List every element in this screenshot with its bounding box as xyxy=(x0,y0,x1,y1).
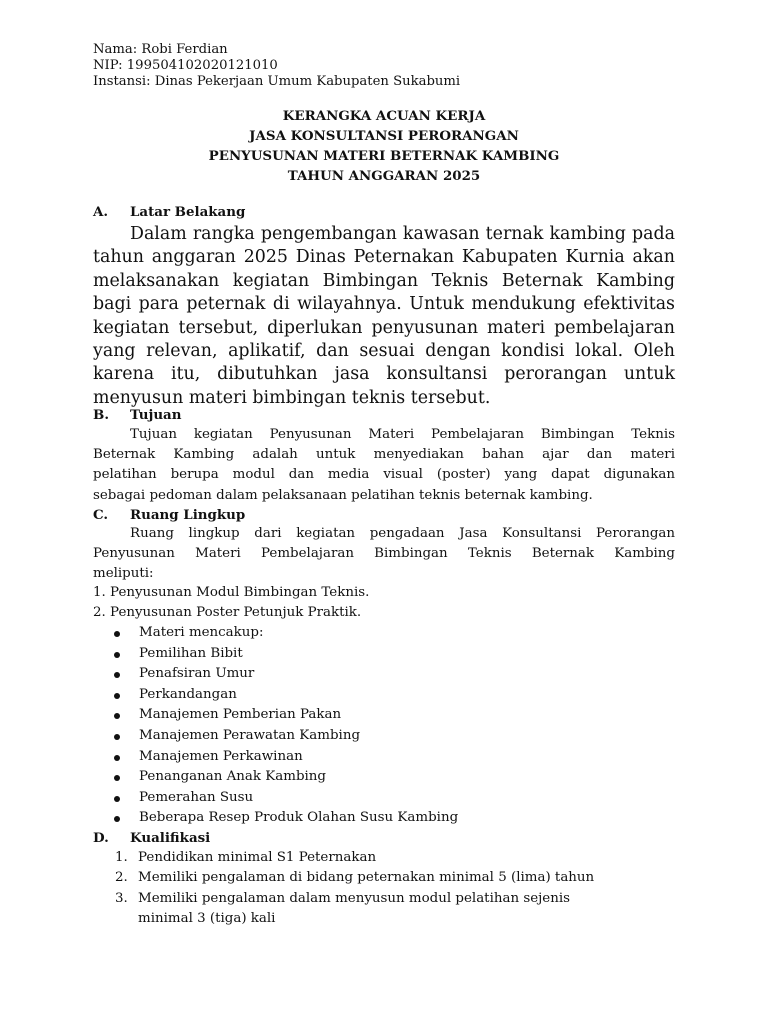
bullet-icon xyxy=(114,631,120,637)
section-letter: A. xyxy=(93,204,109,220)
section-b-paragraph xyxy=(93,425,675,506)
paragraph-line: melaksanakan kegiatan Bimbingan Teknis Beternak Kambing xyxy=(93,270,675,291)
section-letter: C. xyxy=(93,507,109,523)
paragraph-line: Tujuan kegiatan Penyusunan Materi Pembelajaran Bimbingan Teknis xyxy=(130,427,675,442)
title-line: JASA KONSULTANSI PERORANGAN xyxy=(249,128,519,144)
bullet-icon xyxy=(114,796,120,802)
numbered-item: 1. Penyusunan Modul Bimbingan Teknis. xyxy=(93,585,370,600)
paragraph-line: bagi para peternak di wilayahnya. Untuk mendukung efektivitas xyxy=(93,294,675,315)
section-c-heading xyxy=(93,505,245,525)
list-item-text: Pemerahan Susu xyxy=(139,789,254,805)
list-item-text: minimal 3 (tiga) kali xyxy=(138,911,276,927)
bullet-icon xyxy=(114,672,120,678)
list-item-text: Manajemen Pemberian Pakan xyxy=(139,707,342,723)
list-item-text: Penafsiran Umur xyxy=(139,666,255,682)
section-letter: D. xyxy=(93,830,109,846)
list-item xyxy=(112,808,458,829)
paragraph-line: Beternak Kambing adalah untuk menyediakan bahan ajar dan materi xyxy=(93,447,675,463)
title-line: PENYUSUNAN MATERI BETERNAK KAMBING xyxy=(208,148,560,164)
list-item xyxy=(112,685,458,706)
bullet-icon xyxy=(114,734,120,740)
list-item-text: Pendidikan minimal S1 Peternakan xyxy=(138,850,377,865)
list-item xyxy=(112,747,458,768)
list-item xyxy=(112,623,458,644)
list-item xyxy=(112,788,458,809)
list-item xyxy=(115,848,680,868)
bullet-icon xyxy=(114,775,120,781)
paragraph-line: sebagai pedoman dalam pelaksanaan pelatihan teknis beternak kambing. xyxy=(93,487,593,503)
qualification-list xyxy=(115,848,680,930)
list-item xyxy=(112,767,458,788)
author-name: Nama: Robi Ferdian xyxy=(93,42,228,57)
title-line: TAHUN ANGGARAN 2025 xyxy=(287,168,481,184)
section-a-paragraph xyxy=(93,223,675,410)
list-item-text: Manajemen Perkawinan xyxy=(139,748,303,764)
section-c-paragraph xyxy=(93,524,675,585)
paragraph-line: tahun anggaran 2025 Dinas Peternakan Kabupaten Kurnia akan xyxy=(93,247,675,268)
list-item-text: Beberapa Resep Produk Olahan Susu Kambing xyxy=(139,810,459,826)
paragraph-line: karena itu, dibutuhkan jasa konsultansi perorangan untuk xyxy=(93,364,675,385)
list-item-text: Pemilihan Bibit xyxy=(139,645,243,661)
section-a-heading xyxy=(93,202,245,222)
paragraph-line: Penyusunan Materi Pembelajaran Bimbingan Teknis Beternak Kambing xyxy=(93,546,675,562)
section-title: Ruang Lingkup xyxy=(130,507,246,523)
material-bullet-list xyxy=(112,623,458,829)
bullet-icon xyxy=(114,693,120,699)
list-item xyxy=(112,705,458,726)
title-line: KERANGKA ACUAN KERJA xyxy=(282,108,486,124)
document-title xyxy=(0,106,768,186)
numbered-item: 2. Penyusunan Poster Petunjuk Praktik. xyxy=(93,605,362,620)
bullet-icon xyxy=(114,816,120,822)
section-d-heading xyxy=(93,828,210,848)
author-nip: NIP: 199504102020121010 xyxy=(93,58,278,73)
item-number: 1. xyxy=(115,850,128,865)
list-item-text: Memiliki pengalaman dalam menyusun modul pelatihan sejenis xyxy=(138,890,570,906)
paragraph-line: meliputi: xyxy=(93,566,154,582)
paragraph-line: menyusun materi bimbingan teknis tersebut. xyxy=(93,387,491,408)
list-item xyxy=(112,726,458,747)
bullet-icon xyxy=(114,713,120,719)
section-letter: B. xyxy=(93,407,109,423)
author-agency: Instansi: Dinas Pekerjaan Umum Kabupaten Sukabumi xyxy=(93,74,461,89)
bullet-icon xyxy=(114,755,120,761)
section-title: Latar Belakang xyxy=(130,204,246,220)
paragraph-line: yang relevan, aplikatif, dan sesuai dengan kondisi lokal. Oleh xyxy=(93,341,675,362)
paragraph-line: kegiatan tersebut, diperlukan penyusunan materi pembelajaran xyxy=(93,317,675,338)
section-b-heading xyxy=(93,405,181,425)
paragraph-line: Dalam rangka pengembangan kawasan ternak kambing pada xyxy=(130,224,675,244)
bullet-icon xyxy=(114,652,120,658)
list-item-text: Perkandangan xyxy=(139,686,237,702)
list-item-text: Manajemen Perawatan Kambing xyxy=(139,727,361,743)
section-title: Kualifikasi xyxy=(130,830,211,846)
paragraph-line: Ruang lingkup dari kegiatan pengadaan Jasa Konsultansi Perorangan xyxy=(130,526,675,541)
section-title: Tujuan xyxy=(130,407,182,423)
author-info xyxy=(93,42,460,90)
list-item xyxy=(115,868,680,888)
list-item xyxy=(112,664,458,685)
item-number: 2. xyxy=(115,870,128,886)
item-number: 3. xyxy=(115,890,128,906)
list-item-text: Memiliki pengalaman di bidang peternakan minimal 5 (lima) tahun xyxy=(138,870,595,886)
list-item-text: Materi mencakup: xyxy=(139,625,264,640)
list-item xyxy=(115,889,680,930)
list-item xyxy=(112,644,458,665)
paragraph-line: pelatihan berupa modul dan media visual (poster) yang dapat digunakan xyxy=(93,467,675,483)
list-item-text: Penanganan Anak Kambing xyxy=(139,769,326,785)
